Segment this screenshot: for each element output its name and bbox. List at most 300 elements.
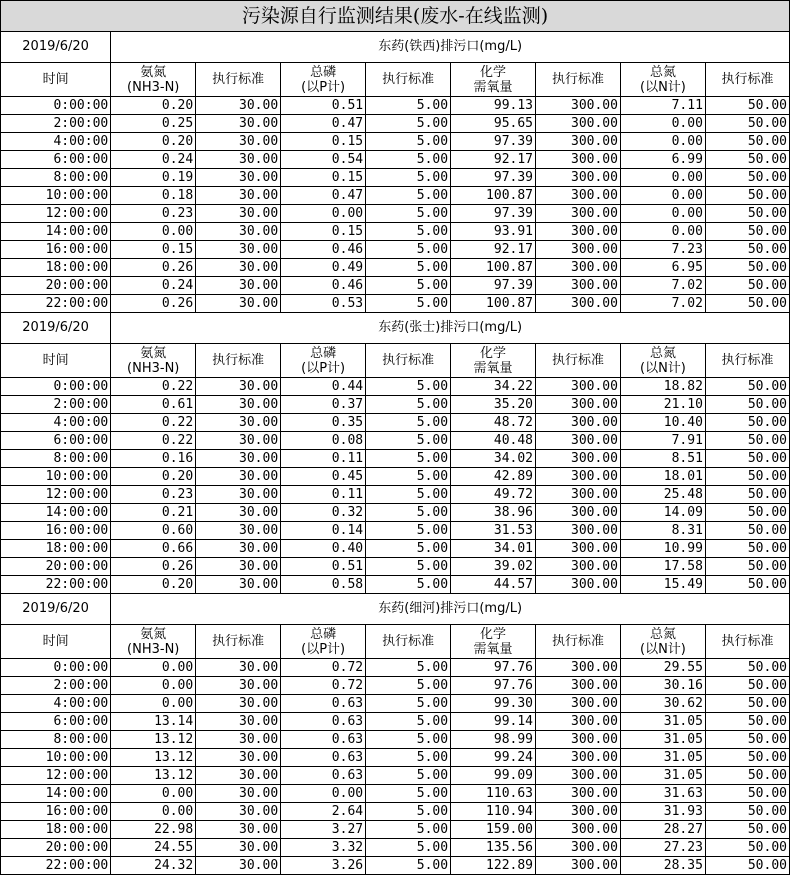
table-row (1, 277, 790, 295)
value-cell: 2.64 (281, 803, 366, 821)
value-cell: 50.00 (705, 504, 789, 522)
value-cell: 100.87 (451, 187, 536, 205)
value-cell: 300.00 (536, 558, 621, 576)
time-cell: 16:00:00 (1, 522, 111, 540)
time-cell: 18:00:00 (1, 821, 111, 839)
value-cell: 0.47 (281, 187, 366, 205)
value-cell: 0.11 (281, 486, 366, 504)
value-cell: 18.01 (620, 468, 705, 486)
value-cell: 5.00 (366, 223, 451, 241)
table-row (1, 187, 790, 205)
value-cell: 30.00 (196, 713, 281, 731)
column-header: 化学 需氧量 (451, 63, 536, 97)
table-row (1, 522, 790, 540)
value-cell: 300.00 (536, 857, 621, 875)
column-header-row (1, 625, 790, 659)
value-cell: 159.00 (451, 821, 536, 839)
value-cell: 30.00 (196, 468, 281, 486)
value-cell: 13.12 (111, 731, 196, 749)
section-outlet-name: 东药(细河)排污口(mg/L) (111, 594, 790, 625)
value-cell: 0.40 (281, 540, 366, 558)
value-cell: 300.00 (536, 295, 621, 313)
value-cell: 50.00 (705, 731, 789, 749)
value-cell: 5.00 (366, 151, 451, 169)
column-header: 总氮 (以N计) (620, 63, 705, 97)
value-cell: 0.22 (111, 432, 196, 450)
value-cell: 38.96 (451, 504, 536, 522)
value-cell: 13.12 (111, 749, 196, 767)
value-cell: 0.22 (111, 378, 196, 396)
value-cell: 30.00 (196, 486, 281, 504)
value-cell: 50.00 (705, 522, 789, 540)
value-cell: 122.89 (451, 857, 536, 875)
value-cell: 40.48 (451, 432, 536, 450)
value-cell: 0.00 (620, 187, 705, 205)
time-cell: 18:00:00 (1, 259, 111, 277)
value-cell: 0.00 (111, 695, 196, 713)
value-cell: 0.37 (281, 396, 366, 414)
column-header: 化学 需氧量 (451, 625, 536, 659)
value-cell: 3.32 (281, 839, 366, 857)
value-cell: 50.00 (705, 187, 789, 205)
value-cell: 5.00 (366, 450, 451, 468)
value-cell: 0.35 (281, 414, 366, 432)
column-header: 执行标准 (196, 63, 281, 97)
value-cell: 24.32 (111, 857, 196, 875)
value-cell: 7.02 (620, 295, 705, 313)
section-header-row (1, 313, 790, 344)
value-cell: 0.11 (281, 450, 366, 468)
value-cell: 300.00 (536, 839, 621, 857)
time-cell: 4:00:00 (1, 695, 111, 713)
value-cell: 5.00 (366, 659, 451, 677)
value-cell: 97.39 (451, 133, 536, 151)
value-cell: 30.00 (196, 767, 281, 785)
value-cell: 0.47 (281, 115, 366, 133)
column-header: 时间 (1, 63, 111, 97)
value-cell: 34.02 (451, 450, 536, 468)
time-cell: 14:00:00 (1, 504, 111, 522)
value-cell: 5.00 (366, 749, 451, 767)
table-row (1, 241, 790, 259)
value-cell: 31.05 (620, 749, 705, 767)
value-cell: 5.00 (366, 540, 451, 558)
table-row (1, 540, 790, 558)
column-header: 总氮 (以N计) (620, 344, 705, 378)
value-cell: 28.27 (620, 821, 705, 839)
value-cell: 50.00 (705, 486, 789, 504)
time-cell: 8:00:00 (1, 731, 111, 749)
table-row (1, 450, 790, 468)
value-cell: 13.12 (111, 767, 196, 785)
value-cell: 97.39 (451, 277, 536, 295)
value-cell: 50.00 (705, 839, 789, 857)
column-header: 时间 (1, 344, 111, 378)
value-cell: 300.00 (536, 378, 621, 396)
value-cell: 50.00 (705, 295, 789, 313)
table-row (1, 803, 790, 821)
value-cell: 5.00 (366, 803, 451, 821)
section-outlet-name: 东药(张士)排污口(mg/L) (111, 313, 790, 344)
value-cell: 300.00 (536, 803, 621, 821)
time-cell: 22:00:00 (1, 857, 111, 875)
value-cell: 0.15 (281, 223, 366, 241)
value-cell: 99.14 (451, 713, 536, 731)
value-cell: 5.00 (366, 839, 451, 857)
value-cell: 30.00 (196, 169, 281, 187)
column-header: 执行标准 (366, 63, 451, 97)
value-cell: 5.00 (366, 241, 451, 259)
value-cell: 0.51 (281, 558, 366, 576)
column-header: 总氮 (以N计) (620, 625, 705, 659)
value-cell: 0.66 (111, 540, 196, 558)
table-row (1, 695, 790, 713)
value-cell: 0.16 (111, 450, 196, 468)
value-cell: 50.00 (705, 223, 789, 241)
value-cell: 5.00 (366, 558, 451, 576)
value-cell: 3.26 (281, 857, 366, 875)
table-row (1, 749, 790, 767)
value-cell: 300.00 (536, 731, 621, 749)
value-cell: 0.00 (111, 803, 196, 821)
time-cell: 10:00:00 (1, 468, 111, 486)
table-row (1, 659, 790, 677)
value-cell: 30.16 (620, 677, 705, 695)
value-cell: 30.00 (196, 277, 281, 295)
value-cell: 300.00 (536, 677, 621, 695)
value-cell: 10.99 (620, 540, 705, 558)
value-cell: 300.00 (536, 151, 621, 169)
time-cell: 14:00:00 (1, 785, 111, 803)
value-cell: 300.00 (536, 504, 621, 522)
table-row (1, 97, 790, 115)
value-cell: 50.00 (705, 378, 789, 396)
table-row (1, 396, 790, 414)
value-cell: 0.00 (281, 785, 366, 803)
value-cell: 5.00 (366, 133, 451, 151)
time-cell: 8:00:00 (1, 169, 111, 187)
value-cell: 49.72 (451, 486, 536, 504)
value-cell: 5.00 (366, 396, 451, 414)
value-cell: 35.20 (451, 396, 536, 414)
value-cell: 30.00 (196, 540, 281, 558)
value-cell: 27.23 (620, 839, 705, 857)
value-cell: 30.00 (196, 378, 281, 396)
value-cell: 30.62 (620, 695, 705, 713)
time-cell: 20:00:00 (1, 558, 111, 576)
value-cell: 5.00 (366, 504, 451, 522)
value-cell: 0.24 (111, 277, 196, 295)
value-cell: 44.57 (451, 576, 536, 594)
value-cell: 0.20 (111, 133, 196, 151)
value-cell: 18.82 (620, 378, 705, 396)
table-row (1, 432, 790, 450)
value-cell: 5.00 (366, 277, 451, 295)
value-cell: 8.51 (620, 450, 705, 468)
value-cell: 300.00 (536, 450, 621, 468)
value-cell: 5.00 (366, 414, 451, 432)
value-cell: 0.15 (111, 241, 196, 259)
value-cell: 50.00 (705, 659, 789, 677)
value-cell: 0.61 (111, 396, 196, 414)
value-cell: 7.91 (620, 432, 705, 450)
value-cell: 5.00 (366, 97, 451, 115)
value-cell: 0.22 (111, 414, 196, 432)
time-cell: 10:00:00 (1, 749, 111, 767)
value-cell: 14.09 (620, 504, 705, 522)
value-cell: 0.58 (281, 576, 366, 594)
value-cell: 0.00 (111, 659, 196, 677)
value-cell: 300.00 (536, 414, 621, 432)
value-cell: 50.00 (705, 857, 789, 875)
value-cell: 300.00 (536, 115, 621, 133)
value-cell: 50.00 (705, 803, 789, 821)
value-cell: 21.10 (620, 396, 705, 414)
value-cell: 50.00 (705, 677, 789, 695)
column-header: 总磷 (以P计) (281, 625, 366, 659)
value-cell: 0.23 (111, 205, 196, 223)
table-row (1, 857, 790, 875)
value-cell: 300.00 (536, 277, 621, 295)
value-cell: 50.00 (705, 576, 789, 594)
column-header: 氨氮 (NH3-N) (111, 63, 196, 97)
value-cell: 0.53 (281, 295, 366, 313)
table-row (1, 133, 790, 151)
value-cell: 5.00 (366, 205, 451, 223)
value-cell: 97.39 (451, 205, 536, 223)
value-cell: 300.00 (536, 713, 621, 731)
value-cell: 39.02 (451, 558, 536, 576)
value-cell: 5.00 (366, 785, 451, 803)
table-row (1, 169, 790, 187)
value-cell: 0.18 (111, 187, 196, 205)
value-cell: 0.14 (281, 522, 366, 540)
value-cell: 30.00 (196, 259, 281, 277)
value-cell: 5.00 (366, 115, 451, 133)
time-cell: 16:00:00 (1, 803, 111, 821)
value-cell: 48.72 (451, 414, 536, 432)
value-cell: 0.20 (111, 468, 196, 486)
value-cell: 0.08 (281, 432, 366, 450)
value-cell: 50.00 (705, 205, 789, 223)
table-row (1, 677, 790, 695)
value-cell: 110.94 (451, 803, 536, 821)
value-cell: 50.00 (705, 749, 789, 767)
value-cell: 0.00 (620, 223, 705, 241)
time-cell: 12:00:00 (1, 486, 111, 504)
value-cell: 30.00 (196, 504, 281, 522)
value-cell: 0.00 (620, 205, 705, 223)
value-cell: 50.00 (705, 133, 789, 151)
value-cell: 300.00 (536, 468, 621, 486)
time-cell: 4:00:00 (1, 133, 111, 151)
value-cell: 0.60 (111, 522, 196, 540)
value-cell: 6.99 (620, 151, 705, 169)
value-cell: 100.87 (451, 295, 536, 313)
time-cell: 6:00:00 (1, 713, 111, 731)
value-cell: 30.00 (196, 115, 281, 133)
table-row (1, 576, 790, 594)
section-date: 2019/6/20 (1, 32, 111, 63)
value-cell: 0.23 (111, 486, 196, 504)
value-cell: 300.00 (536, 259, 621, 277)
value-cell: 5.00 (366, 468, 451, 486)
value-cell: 0.24 (111, 151, 196, 169)
value-cell: 50.00 (705, 259, 789, 277)
value-cell: 300.00 (536, 396, 621, 414)
value-cell: 50.00 (705, 468, 789, 486)
column-header: 执行标准 (705, 344, 789, 378)
value-cell: 300.00 (536, 659, 621, 677)
value-cell: 110.63 (451, 785, 536, 803)
value-cell: 34.22 (451, 378, 536, 396)
value-cell: 30.00 (196, 133, 281, 151)
column-header-row (1, 344, 790, 378)
time-cell: 8:00:00 (1, 450, 111, 468)
table-row (1, 295, 790, 313)
value-cell: 0.21 (111, 504, 196, 522)
value-cell: 50.00 (705, 767, 789, 785)
value-cell: 5.00 (366, 821, 451, 839)
value-cell: 30.00 (196, 432, 281, 450)
value-cell: 5.00 (366, 767, 451, 785)
value-cell: 30.00 (196, 450, 281, 468)
value-cell: 300.00 (536, 205, 621, 223)
value-cell: 5.00 (366, 187, 451, 205)
time-cell: 0:00:00 (1, 659, 111, 677)
value-cell: 300.00 (536, 785, 621, 803)
value-cell: 30.00 (196, 576, 281, 594)
value-cell: 50.00 (705, 115, 789, 133)
value-cell: 0.15 (281, 133, 366, 151)
value-cell: 50.00 (705, 450, 789, 468)
time-cell: 6:00:00 (1, 432, 111, 450)
value-cell: 93.91 (451, 223, 536, 241)
value-cell: 0.00 (281, 205, 366, 223)
time-cell: 0:00:00 (1, 378, 111, 396)
value-cell: 99.24 (451, 749, 536, 767)
column-header: 执行标准 (536, 344, 621, 378)
time-cell: 22:00:00 (1, 576, 111, 594)
value-cell: 5.00 (366, 432, 451, 450)
value-cell: 300.00 (536, 749, 621, 767)
value-cell: 31.05 (620, 713, 705, 731)
value-cell: 5.00 (366, 857, 451, 875)
value-cell: 0.51 (281, 97, 366, 115)
value-cell: 300.00 (536, 187, 621, 205)
value-cell: 50.00 (705, 558, 789, 576)
value-cell: 0.00 (620, 115, 705, 133)
value-cell: 31.93 (620, 803, 705, 821)
value-cell: 30.00 (196, 522, 281, 540)
value-cell: 50.00 (705, 396, 789, 414)
value-cell: 30.00 (196, 839, 281, 857)
time-cell: 16:00:00 (1, 241, 111, 259)
column-header-row (1, 63, 790, 97)
time-cell: 14:00:00 (1, 223, 111, 241)
value-cell: 5.00 (366, 695, 451, 713)
value-cell: 50.00 (705, 695, 789, 713)
table-row (1, 839, 790, 857)
value-cell: 25.48 (620, 486, 705, 504)
value-cell: 0.44 (281, 378, 366, 396)
value-cell: 50.00 (705, 169, 789, 187)
table-row (1, 785, 790, 803)
value-cell: 42.89 (451, 468, 536, 486)
value-cell: 5.00 (366, 731, 451, 749)
value-cell: 97.39 (451, 169, 536, 187)
value-cell: 0.46 (281, 277, 366, 295)
section-header-row (1, 32, 790, 63)
value-cell: 5.00 (366, 576, 451, 594)
value-cell: 92.17 (451, 241, 536, 259)
time-cell: 2:00:00 (1, 677, 111, 695)
table-row (1, 731, 790, 749)
value-cell: 0.19 (111, 169, 196, 187)
value-cell: 22.98 (111, 821, 196, 839)
value-cell: 50.00 (705, 97, 789, 115)
value-cell: 300.00 (536, 522, 621, 540)
table-row (1, 378, 790, 396)
value-cell: 92.17 (451, 151, 536, 169)
value-cell: 300.00 (536, 97, 621, 115)
table-row (1, 713, 790, 731)
value-cell: 0.49 (281, 259, 366, 277)
value-cell: 0.45 (281, 468, 366, 486)
value-cell: 0.00 (111, 785, 196, 803)
value-cell: 30.00 (196, 241, 281, 259)
time-cell: 0:00:00 (1, 97, 111, 115)
time-cell: 6:00:00 (1, 151, 111, 169)
value-cell: 300.00 (536, 695, 621, 713)
table-row (1, 767, 790, 785)
value-cell: 7.02 (620, 277, 705, 295)
value-cell: 0.63 (281, 713, 366, 731)
value-cell: 0.72 (281, 659, 366, 677)
value-cell: 5.00 (366, 522, 451, 540)
section-header-row (1, 594, 790, 625)
time-cell: 4:00:00 (1, 414, 111, 432)
value-cell: 300.00 (536, 169, 621, 187)
value-cell: 30.00 (196, 396, 281, 414)
column-header: 执行标准 (536, 63, 621, 97)
section-date: 2019/6/20 (1, 313, 111, 344)
column-header: 执行标准 (366, 625, 451, 659)
value-cell: 5.00 (366, 378, 451, 396)
value-cell: 0.26 (111, 295, 196, 313)
value-cell: 31.05 (620, 731, 705, 749)
title-row (1, 1, 790, 32)
value-cell: 0.63 (281, 731, 366, 749)
value-cell: 300.00 (536, 223, 621, 241)
value-cell: 8.31 (620, 522, 705, 540)
time-cell: 12:00:00 (1, 767, 111, 785)
value-cell: 0.25 (111, 115, 196, 133)
value-cell: 29.55 (620, 659, 705, 677)
time-cell: 22:00:00 (1, 295, 111, 313)
value-cell: 0.00 (111, 223, 196, 241)
table-row (1, 821, 790, 839)
value-cell: 300.00 (536, 767, 621, 785)
value-cell: 34.01 (451, 540, 536, 558)
value-cell: 7.11 (620, 97, 705, 115)
value-cell: 31.53 (451, 522, 536, 540)
value-cell: 0.00 (620, 133, 705, 151)
column-header: 执行标准 (196, 625, 281, 659)
value-cell: 99.09 (451, 767, 536, 785)
value-cell: 300.00 (536, 133, 621, 151)
value-cell: 15.49 (620, 576, 705, 594)
